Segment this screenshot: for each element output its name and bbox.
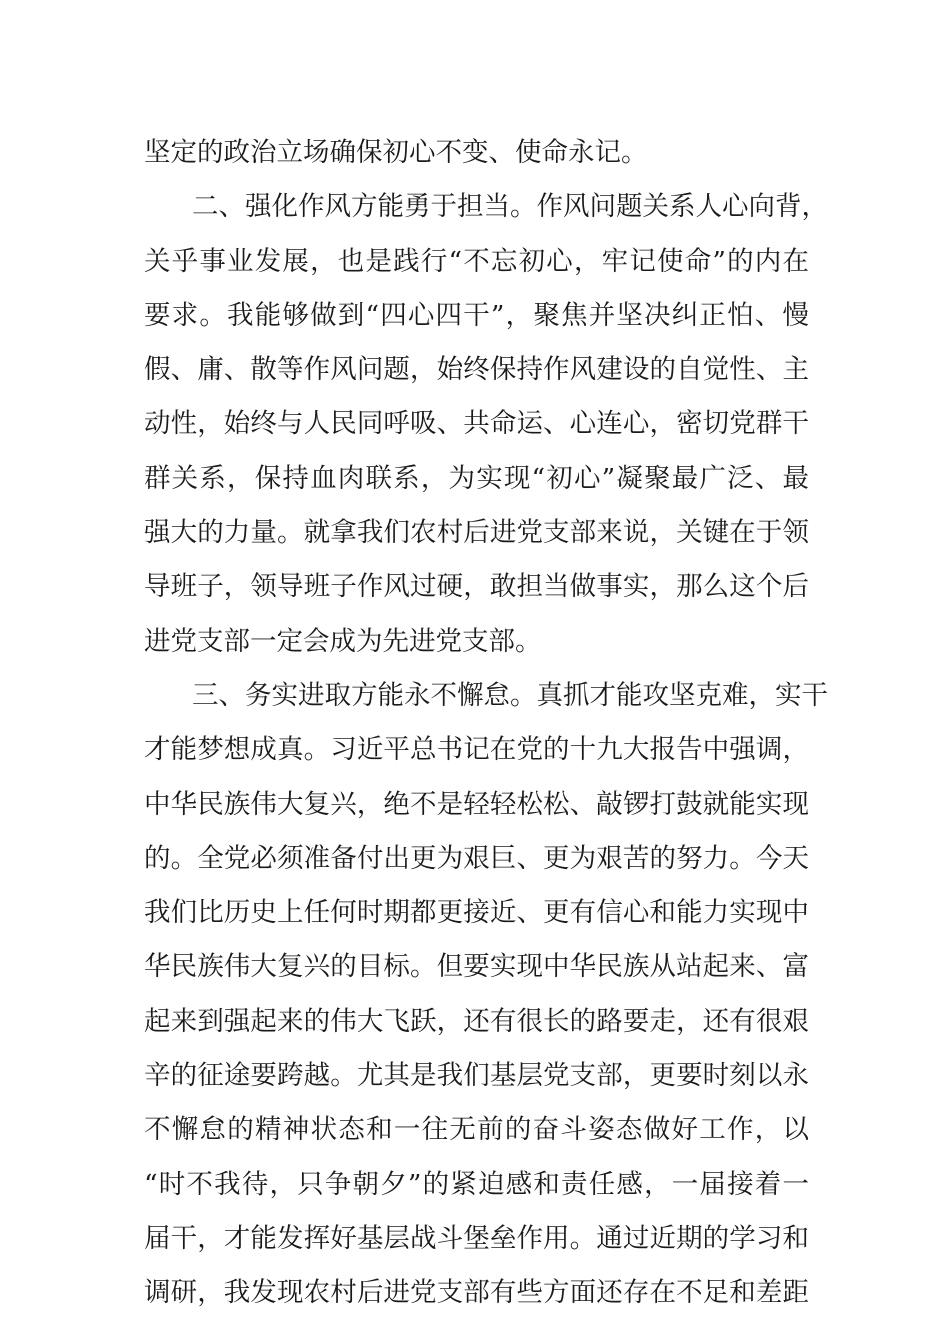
paragraph-line: 三、务实进取方能永不懈怠。真抓才能攻坚克难，实干: [192, 679, 828, 711]
paragraph-line: 不懈怠的精神状态和一往无前的奋斗姿态做好工作，以: [144, 1114, 809, 1146]
paragraph-line: 二、强化作风方能勇于担当。作风问题关系人心向背，: [192, 191, 828, 223]
paragraph-line: 调研，我发现农村后进党支部有些方面还存在不足和差距: [144, 1277, 809, 1309]
paragraph-line: “时不我待，只争朝夕”的紧迫感和责任感，一届接着一: [144, 1168, 809, 1200]
paragraph-line: 动性，始终与人民同呼吸、共命运、心连心，密切党群干: [144, 408, 809, 440]
paragraph-line: 关乎事业发展，也是践行“不忘初心，牢记使命”的内在: [144, 245, 809, 277]
paragraph-line: 坚定的政治立场确保初心不变、使命永记。: [144, 137, 648, 168]
paragraph-line: 我们比历史上任何时期都更接近、更有信心和能力实现中: [144, 897, 809, 929]
document-body: [144, 126, 828, 1321]
paragraph-line: 的。全党必须准备付出更为艰巨、更为艰苦的努力。今天: [144, 842, 809, 874]
paragraph-line: 届干，才能发挥好基层战斗堡垒作用。通过近期的学习和: [144, 1222, 809, 1254]
paragraph-line: 辛的征途要跨越。尤其是我们基层党支部，更要时刻以永: [144, 1060, 809, 1092]
paragraph-line: 要求。我能够做到“四心四干”，聚焦并坚决纠正怕、慢: [144, 299, 809, 331]
paragraph-line: 导班子，领导班子作风过硬，敢担当做事实，那么这个后: [144, 571, 809, 603]
paragraph-line: 华民族伟大复兴的目标。但要实现中华民族从站起来、富: [144, 951, 809, 983]
paragraph-line: 假、庸、散等作风问题，始终保持作风建设的自觉性、主: [144, 354, 809, 386]
paragraph-line: 强大的力量。就拿我们农村后进党支部来说，关键在于领: [144, 517, 809, 549]
paragraph-line: 中华民族伟大复兴，绝不是轻轻松松、敲锣打鼓就能实现: [144, 788, 809, 820]
paragraph-line: 起来到强起来的伟大飞跃，还有很长的路要走，还有很艰: [144, 1005, 809, 1037]
paragraph-line: 群关系，保持血肉联系，为实现“初心”凝聚最广泛、最: [144, 462, 809, 494]
paragraph-line: 进党支部一定会成为先进党支部。: [144, 625, 542, 657]
paragraph-line: 才能梦想成真。习近平总书记在党的十九大报告中强调，: [144, 734, 809, 766]
